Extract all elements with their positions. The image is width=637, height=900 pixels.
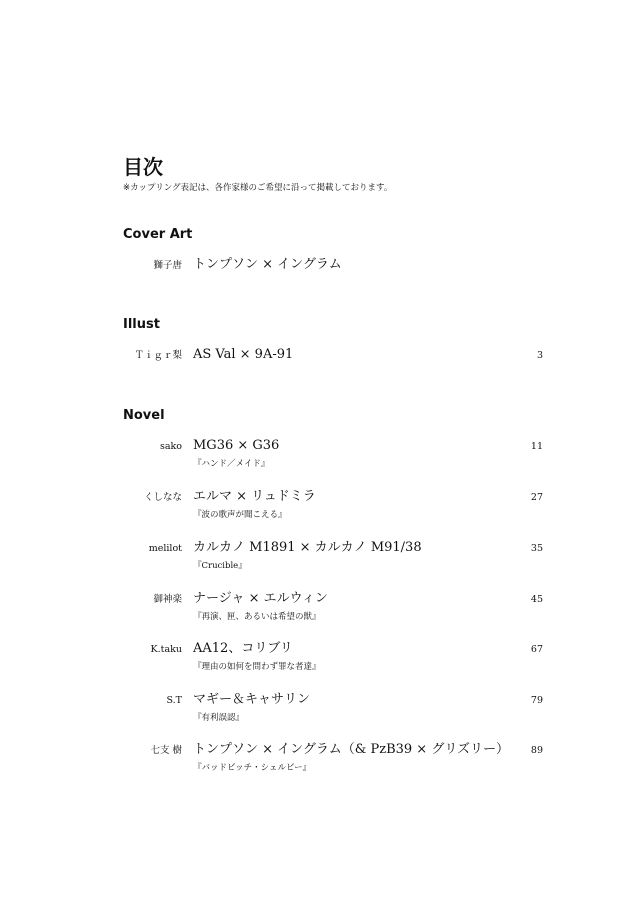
entry-author: S.T [166,695,182,706]
entry-work: エルマ × リュドミラ [193,489,316,504]
entry-work: トンプソン × イングラム [193,257,342,272]
entry-page-number: 27 [530,492,543,503]
entry-page-number: 67 [530,644,543,655]
entry-author: sako [159,441,182,452]
entry-subtitle: 『Crucible』 [193,561,247,571]
entry-author: 御神楽 [153,594,182,605]
section-heading-cover-art: Cover Art [123,227,193,242]
entry-page-number: 35 [530,543,543,554]
entry-subtitle: 『有利誤認』 [193,713,245,723]
entry-subtitle: 『再演、匣、あるいは希望の獣』 [193,612,321,622]
toc-entry[interactable] [0,256,637,296]
toc-entry[interactable] [0,346,637,386]
entry-author: くしなな [143,492,182,503]
section-heading-illust: Illust [123,317,160,332]
entry-work: カルカノ M1891 × カルカノ M91/38 [193,540,422,555]
toc-entry[interactable] [0,539,637,579]
toc-entry[interactable] [0,741,637,781]
toc-entry[interactable] [0,590,637,630]
entry-author: melilot [148,543,182,554]
toc-entry[interactable] [0,691,637,731]
entry-work: トンプソン × イングラム（& PzB39 × グリズリー） [193,742,510,757]
entry-work: マギー＆キャサリン [193,692,311,707]
entry-subtitle: 『理由の如何を問わず罪な者達』 [193,662,321,672]
entry-work: AS Val × 9A-91 [193,347,294,362]
entry-subtitle: 『ハンド／メイド』 [193,459,270,469]
entry-author: 七支 樹 [150,745,182,756]
toc-entry[interactable] [0,437,637,477]
entry-work: ナージャ × エルウィン [193,591,328,606]
entry-page-number: 79 [530,695,543,706]
entry-author: Ｔｉｇｒ梨 [134,350,182,361]
entry-work: MG36 × G36 [193,438,280,453]
entry-subtitle: 『バッドビッチ・シェルビー』 [193,763,312,773]
entry-author: 獅子唐 [153,260,182,271]
page-title: 目次 [123,155,163,179]
entry-page-number: 45 [530,594,543,605]
entry-page-number: 3 [536,350,543,361]
entry-work: AA12、コリブリ [193,641,293,656]
entry-subtitle: 『波の歌声が聞こえる』 [193,510,287,520]
section-heading-novel: Novel [123,408,165,423]
toc-entry[interactable] [0,640,637,680]
coupling-note: ※カップリング表記は、各作家様のご希望に沿って掲載しております。 [123,183,393,193]
entry-author: K.taku [150,644,182,655]
entry-page-number: 89 [530,745,543,756]
toc-entry[interactable] [0,488,637,528]
entry-page-number: 11 [530,441,543,452]
